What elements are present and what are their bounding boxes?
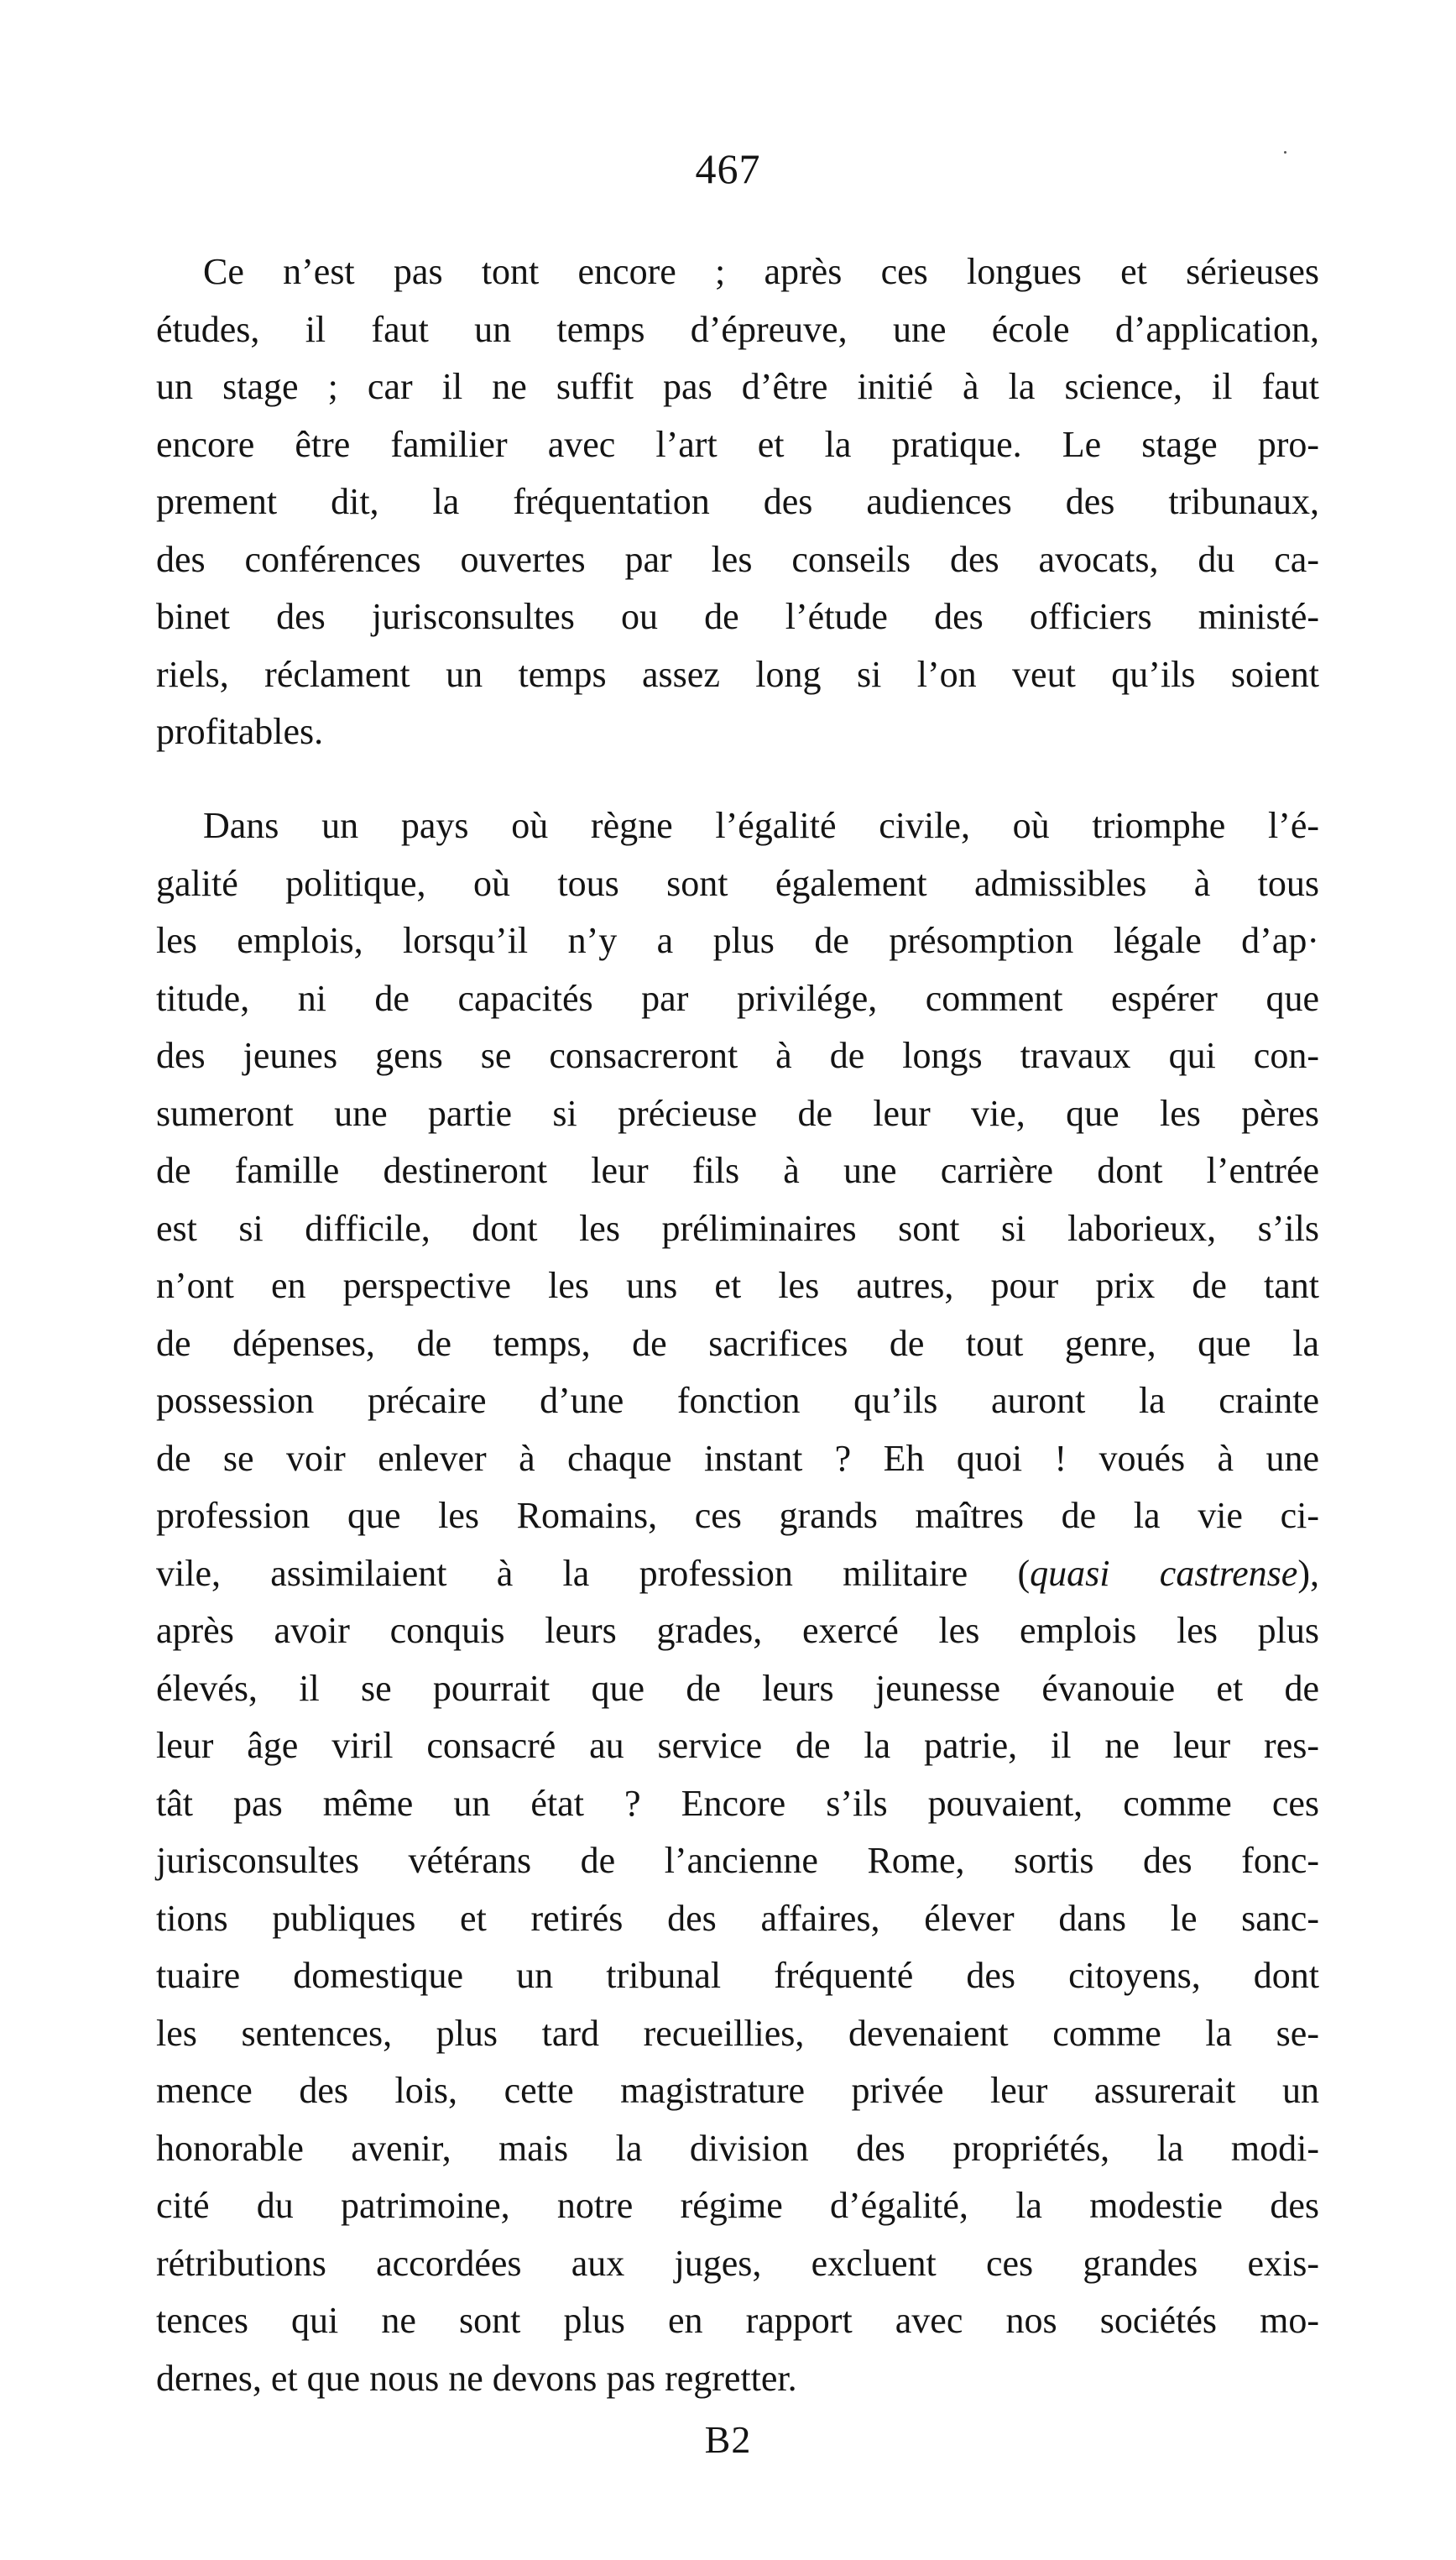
text-line: les sentences, plus tard recueillies, devenaient comme la se-: [156, 2012, 1319, 2054]
text-line: encore être familier avec l’art et la pratique. Le stage pro-: [156, 423, 1319, 465]
text-line: tences qui ne sont plus en rapport avec nos sociétés mo-: [156, 2300, 1319, 2341]
text-line: de dépenses, de temps, de sacrifices de tout genre, que la: [156, 1322, 1319, 1364]
text-line: galité politique, où tous sont également admissibles à tous: [156, 862, 1319, 904]
text-line: un stage ; car il ne suffit pas d’être initié à la science, il faut: [156, 366, 1319, 407]
text-line: tuaire domestique un tribunal fréquenté des citoyens, dont: [156, 1955, 1319, 1996]
text-line: profitables.: [156, 711, 324, 752]
text-line: binet des jurisconsultes ou de l’étude des officiers ministé-: [156, 596, 1319, 637]
page-number: 467: [695, 145, 761, 192]
signature-mark: B2: [704, 2418, 752, 2461]
text-line: études, il faut un temps d’épreuve, une école d’application,: [156, 308, 1319, 350]
text-line: tions publiques et retirés des affaires, élever dans le sanc-: [156, 1897, 1319, 1939]
text-line: Dans un pays où règne l’égalité civile, où triomphe l’é-: [203, 805, 1319, 846]
text-line: cité du patrimoine, notre régime d’égalité, la modestie des: [156, 2185, 1319, 2226]
text-line: tât pas même un état ? Encore s’ils pouvaient, comme ces: [156, 1782, 1319, 1824]
text-line: élevés, il se pourrait que de leurs jeunesse évanouie et de: [156, 1667, 1319, 1709]
text-line: de famille destineront leur fils à une carrière dont l’entrée: [156, 1150, 1319, 1191]
text-line: honorable avenir, mais la division des propriétés, la modi-: [156, 2127, 1319, 2169]
text-line: n’ont en perspective les uns et les autres, pour prix de tant: [156, 1265, 1319, 1306]
text-line: mence des lois, cette magistrature privée leur assurerait un: [156, 2070, 1319, 2111]
text-line: Ce n’est pas tont encore ; après ces longues et sérieuses: [203, 251, 1319, 292]
paragraph-2: [156, 797, 1319, 2407]
text-line: sumeront une partie si précieuse de leur vie, que les pères: [156, 1092, 1319, 1134]
text-line: des conférences ouvertes par les conseils des avocats, du ca-: [156, 538, 1319, 580]
text-line: profession que les Romains, ces grands maîtres de la vie ci-: [156, 1495, 1319, 1536]
text-line: jurisconsultes vétérans de l’ancienne Rome, sortis des fonc-: [156, 1840, 1319, 1881]
text-line: prement dit, la fréquentation des audiences des tribunaux,: [156, 481, 1319, 522]
text-line: riels, réclament un temps assez long si l’on veut qu’ils soient: [156, 653, 1319, 695]
text-line: leur âge viril consacré au service de la patrie, il ne leur res-: [156, 1725, 1319, 1766]
text-line: rétributions accordées aux juges, excluent ces grandes exis-: [156, 2242, 1319, 2284]
text-line: est si difficile, dont les préliminaires sont si laborieux, s’ils: [156, 1207, 1319, 1249]
text-line: des jeunes gens se consacreront à de longs travaux qui con-: [156, 1035, 1319, 1076]
latin-phrase: quasi castrense: [1030, 1552, 1298, 1594]
text-line: titude, ni de capacités par privilége, comment espérer que: [156, 977, 1319, 1019]
text-line: possession précaire d’une fonction qu’ils auront la crainte: [156, 1380, 1319, 1421]
text-line: de se voir enlever à chaque instant ? Eh quoi ! voués à une: [156, 1437, 1319, 1479]
text-line: vile, assimilaient à la profession militaire (quasi castrense),: [156, 1552, 1319, 1594]
text-line: dernes, et que nous ne devons pas regretter.: [156, 2357, 797, 2399]
text-line: après avoir conquis leurs grades, exercé les emplois les plus: [156, 1610, 1319, 1651]
paragraph-1: [156, 243, 1319, 761]
text-line: les emplois, lorsqu’il n’y a plus de présomption légale d’ap·: [156, 920, 1319, 961]
